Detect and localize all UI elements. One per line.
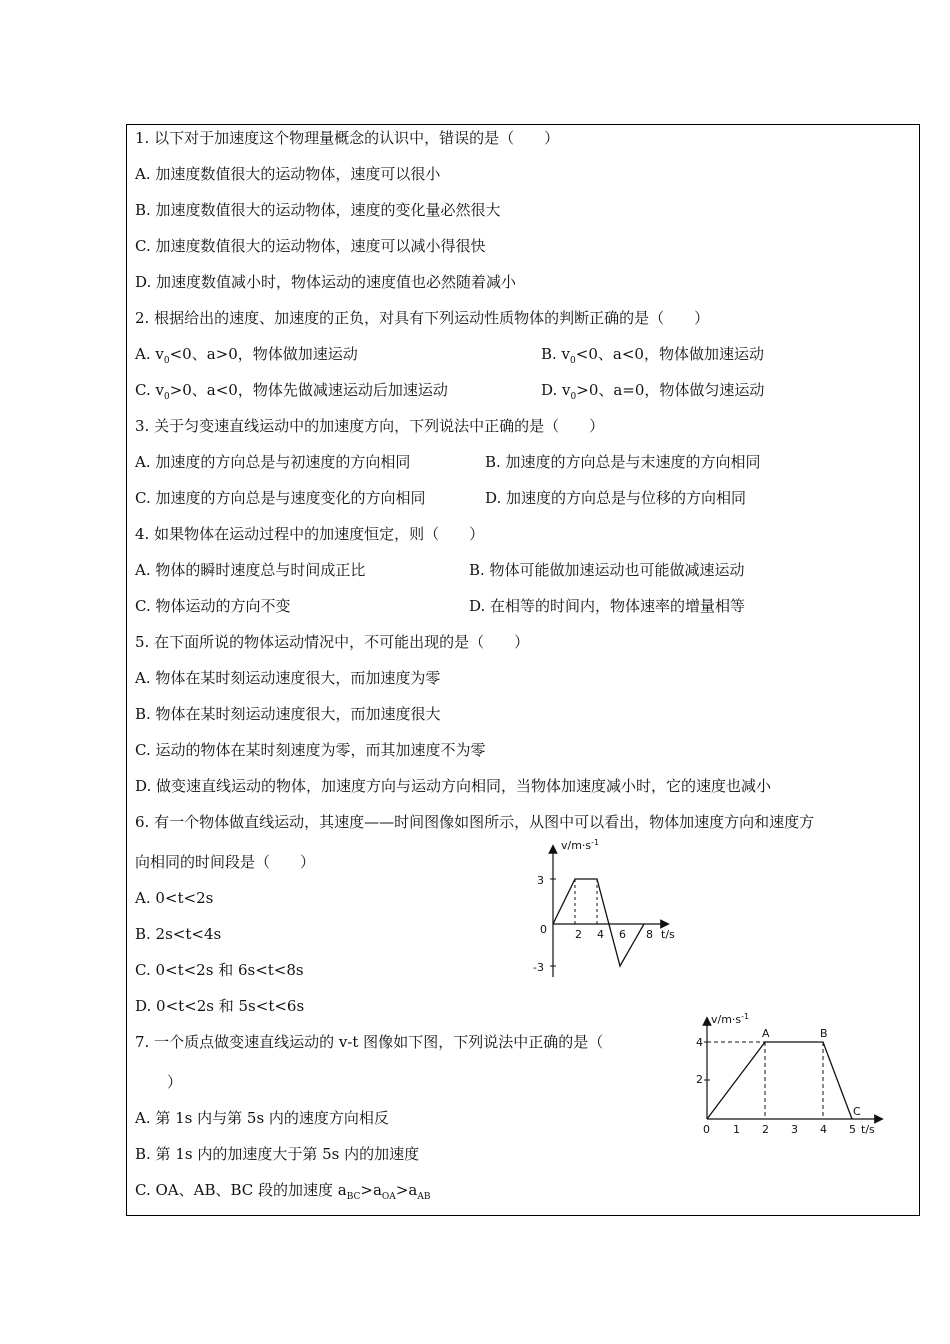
q7-stem-line1: 7. 一个质点做变速直线运动的 v-t 图像如下图，下列说法中正确的是（	[135, 1033, 604, 1051]
q6-option-d: D. 0<t<2s 和 5s<t<6s	[135, 997, 305, 1015]
g2-ytick-2: 2	[696, 1073, 703, 1086]
q3-option-b: B. 加速度的方向总是与末速度的方向相同	[485, 453, 761, 471]
q5-stem: 5. 在下面所说的物体运动情况中，不可能出现的是（ ）	[135, 633, 530, 651]
g1-y-neg-label: -3	[533, 961, 544, 974]
q1-option-c: C. 加速度数值很大的运动物体，速度可以减小得很快	[135, 237, 486, 255]
q1-stem: 1. 以下对于加速度这个物理量概念的认识中，错误的是（ ）	[135, 129, 560, 147]
g2-ytick-4: 4	[696, 1036, 703, 1049]
q7-stem-line2: ）	[167, 1073, 183, 1091]
g1-xtick-2: 2	[575, 928, 582, 941]
q3-stem: 3. 关于匀变速直线运动中的加速度方向，下列说法中正确的是（ ）	[135, 417, 605, 435]
q2-option-b: B. $v_0<0$、a<0，物体做加速运动	[541, 345, 764, 366]
g2-xtick-4: 4	[820, 1123, 827, 1136]
g1-velocity-curve	[553, 879, 644, 966]
g2-point-b: B	[820, 1027, 828, 1040]
q5-option-c: C. 运动的物体在某时刻速度为零，而其加速度不为零	[135, 741, 486, 759]
g2-xtick-2: 2	[762, 1123, 769, 1136]
q1-option-b: B. 加速度数值很大的运动物体，速度的变化量必然很大	[135, 201, 501, 219]
g2-point-a: A	[762, 1027, 770, 1040]
q3-option-c: C. 加速度的方向总是与速度变化的方向相同	[135, 489, 426, 507]
q6-option-c: C. 0<t<2s 和 6s<t<8s	[135, 961, 304, 979]
q2-option-c: C. $v_0>0$、a<0，物体先做减速运动后加速运动	[135, 381, 448, 402]
q5-option-a: A. 物体在某时刻运动速度很大，而加速度为零	[135, 669, 441, 687]
q7-vt-graph	[689, 1011, 889, 1141]
g1-xlabel: t/s	[661, 928, 675, 941]
q1-option-d: D. 加速度数值减小时，物体运动的速度值也必然随着减小	[135, 273, 517, 291]
q7-option-b: B. 第 1s 内的加速度大于第 5s 内的加速度	[135, 1145, 420, 1163]
q6-option-b: B. 2s<t<4s	[135, 925, 222, 943]
g1-xtick-4: 4	[597, 928, 604, 941]
g2-xtick-3: 3	[791, 1123, 798, 1136]
q6-vt-graph	[523, 837, 693, 985]
g2-point-c: C	[853, 1105, 861, 1118]
g2-velocity-curve	[707, 1042, 852, 1119]
q6-stem-line1: 6. 有一个物体做直线运动，其速度——时间图像如图所示，从图中可以看出，物体加速度方向和速度方	[135, 813, 815, 831]
q4-option-b: B. 物体可能做加速运动也可能做减速运动	[469, 561, 745, 579]
g2-xtick-1: 1	[733, 1123, 740, 1136]
g2-origin: 0	[703, 1123, 710, 1136]
q4-stem: 4. 如果物体在运动过程中的加速度恒定，则（ ）	[135, 525, 485, 543]
q6-option-a: A. 0<t<2s	[135, 889, 214, 907]
g1-origin: 0	[540, 923, 547, 936]
g1-xtick-8: 8	[646, 928, 653, 941]
q6-stem-line2: 向相同的时间段是（ ）	[135, 853, 316, 871]
q4-option-d: D. 在相等的时间内，物体速率的增量相等	[469, 597, 746, 615]
g1-xtick-6: 6	[619, 928, 626, 941]
q4-option-c: C. 物体运动的方向不变	[135, 597, 291, 615]
q7-option-a: A. 第 1s 内与第 5s 内的速度方向相反	[135, 1109, 389, 1127]
q2-option-a: A. $v_0<0$、a>0，物体做加速运动	[135, 345, 358, 366]
q3-option-d: D. 加速度的方向总是与位移的方向相同	[485, 489, 747, 507]
q2-option-d: D. $v_0>0$、a=0，物体做匀速运动	[541, 381, 765, 402]
q5-option-d: D. 做变速直线运动的物体，加速度方向与运动方向相同，当物体加速度减小时，它的速度也减小	[135, 777, 772, 795]
q3-option-a: A. 加速度的方向总是与初速度的方向相同	[135, 453, 411, 471]
g2-ylabel: $v/m\cdot s^{-1}$	[711, 1012, 750, 1026]
question-frame	[126, 124, 920, 1216]
q1-option-a: A. 加速度数值很大的运动物体，速度可以很小	[135, 165, 441, 183]
q5-option-b: B. 物体在某时刻运动速度很大，而加速度很大	[135, 705, 441, 723]
q7-option-c: C. OA、AB、BC 段的加速度 $a_{BC}>a_{OA}>a_{AB}$	[135, 1181, 431, 1202]
g2-xlabel: t/s	[861, 1123, 875, 1136]
q4-option-a: A. 物体的瞬时速度总与时间成正比	[135, 561, 366, 579]
q2-stem: 2. 根据给出的速度、加速度的正负，对具有下列运动性质物体的判断正确的是（ ）	[135, 309, 710, 327]
g1-ylabel: $v/m\cdot s^{-1}$	[561, 838, 600, 852]
g2-xtick-5: 5	[849, 1123, 856, 1136]
g1-y-pos-label: 3	[537, 874, 544, 887]
